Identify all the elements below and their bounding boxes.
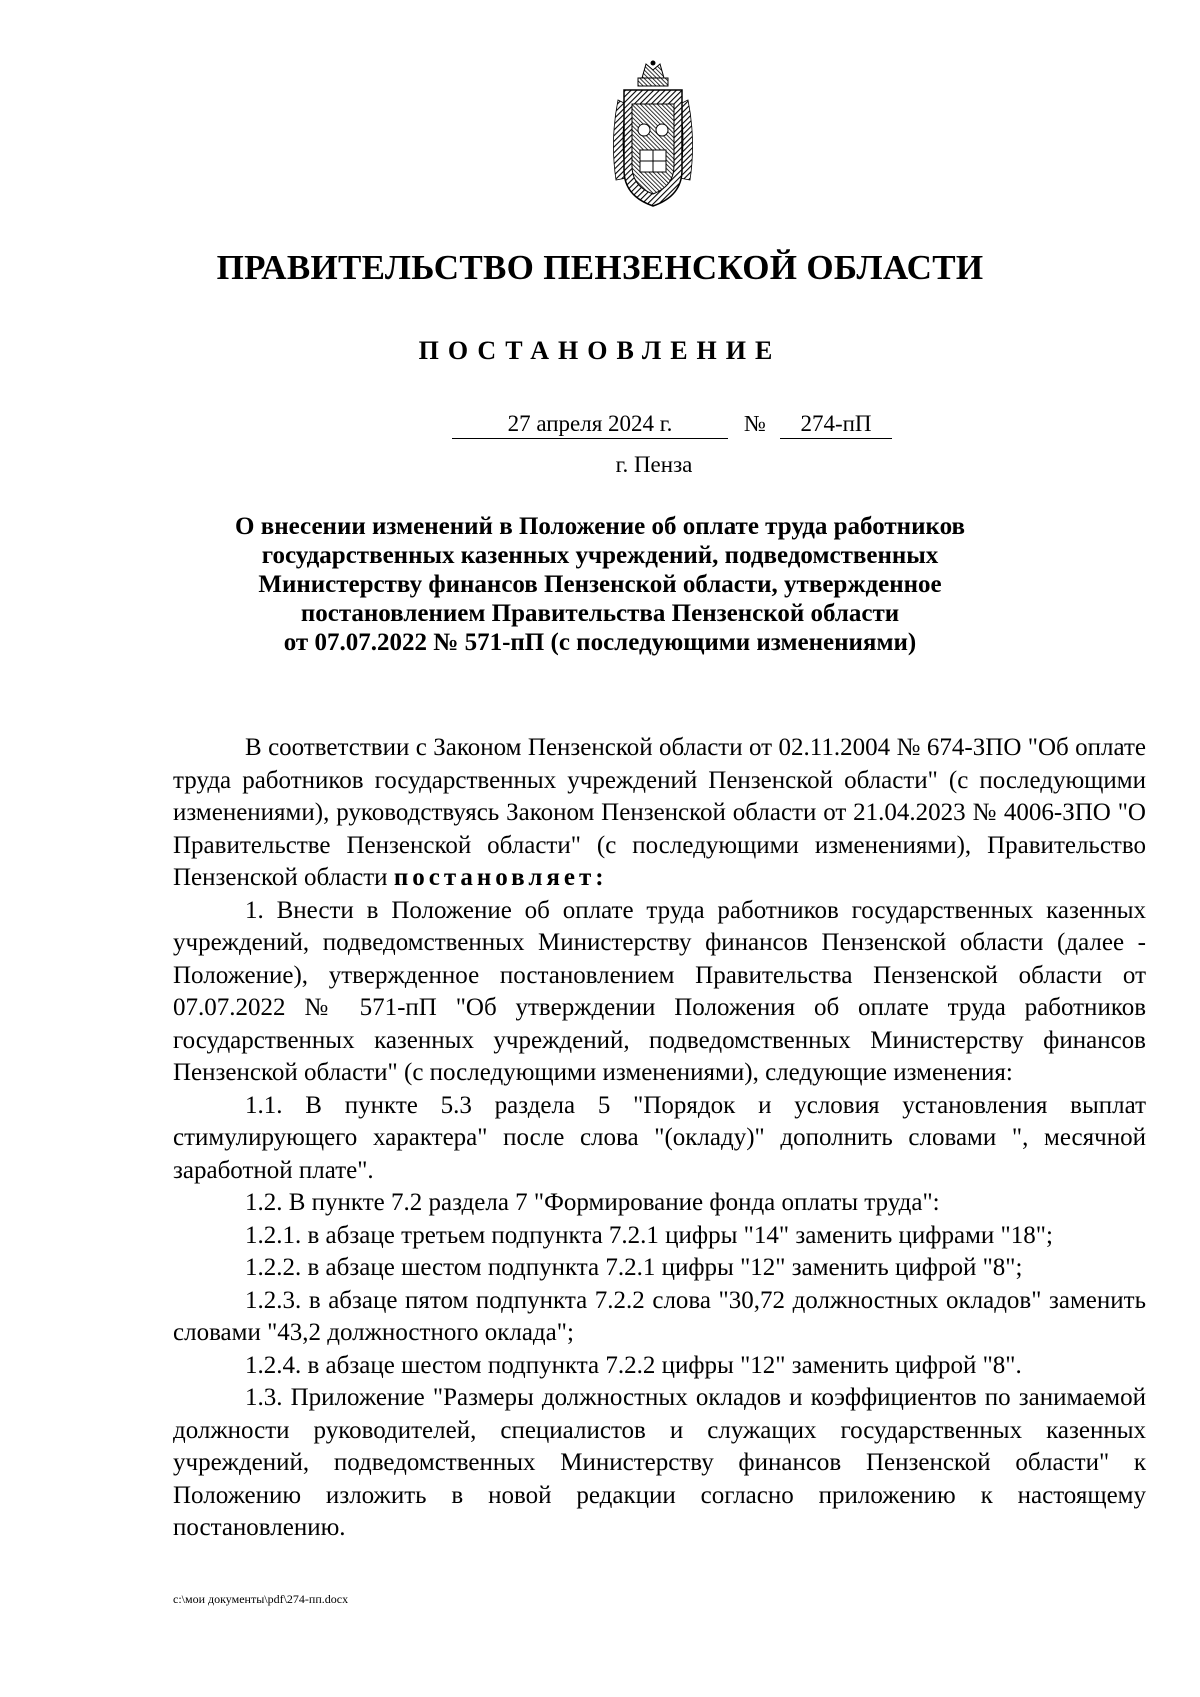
- body-paragraph: 1.1. В пункте 5.3 раздела 5 "Порядок и условия установления выплат стимулирующего характера" после слова "(окладу)" дополнить словами ", месячной заработной плате".: [173, 1091, 1146, 1184]
- file-path: c:\мои документы\pdf\274-пп.docx: [173, 1592, 349, 1606]
- subject-line: от 07.07.2022 № 571-пП (с последующими изменениями): [283, 629, 917, 656]
- city: г. Пенза: [615, 452, 693, 477]
- subject-line: Министерству финансов Пензенской области, утвержденное: [258, 571, 942, 598]
- body-paragraph: 1.2.1. в абзаце третьем подпункта 7.2.1 цифры "14" заменить цифрами "18";: [245, 1221, 1053, 1249]
- document-date: 27 апреля 2024 г.: [452, 410, 728, 439]
- document-body: [173, 732, 1146, 1545]
- body-paragraph: 1.2.3. в абзаце пятом подпункта 7.2.2 слова "30,72 должностных окладов" заменить словами "43,2 должностного оклада";: [173, 1286, 1146, 1346]
- preamble-paragraph: [173, 732, 1146, 895]
- subject-line: О внесении изменений в Положение об оплате труда работников: [235, 513, 965, 540]
- decree-word: постановляет:: [393, 864, 608, 891]
- document-type: ПОСТАНОВЛЕНИЕ: [418, 336, 782, 365]
- government-title: ПРАВИТЕЛЬСТВО ПЕНЗЕНСКОЙ ОБЛАСТИ: [216, 248, 984, 287]
- subject-line: постановлением Правительства Пензенской области: [300, 600, 900, 627]
- body-paragraph: 1.2.4. в абзаце шестом подпункта 7.2.2 цифры "12" заменить цифрой "8".: [245, 1351, 1022, 1379]
- document-subject: [160, 512, 1040, 657]
- coat-of-arms-icon: [604, 60, 702, 212]
- number-sign: №: [744, 411, 766, 436]
- body-paragraph: 1.2. В пункте 7.2 раздела 7 "Формирование фонда оплаты труда":: [245, 1189, 940, 1216]
- date-number-line: [452, 410, 892, 440]
- preamble-text: В соответствии с Законом Пензенской области от 02.11.2004 № 674-ЗПО "Об оплате труда работников государственных учреждений Пензенской области" (с последующими изменениями), руководствуясь Законом Пензенской области от 21.04.2023 № 4006-ЗПО "О Правительстве Пензенской области" (с последующими изменениями), Правительство Пензенской области: [173, 734, 1146, 891]
- document-number: 274-пП: [780, 410, 892, 439]
- body-paragraph: 1.2.2. в абзаце шестом подпункта 7.2.1 цифры "12" заменить цифрой "8";: [245, 1254, 1023, 1281]
- subject-line: государственных казенных учреждений, подведомственных: [261, 542, 939, 569]
- body-paragraph: 1. Внести в Положение об оплате труда работников государственных казенных учреждений, подведомственных Министерству финансов Пензенской области (далее - Положение), утвержденное постановлением Правительства Пензенской области от 07.07.2022 № 571-пП "Об утверждении Положения об оплате труда работников государственных казенных учреждений, подведомственных Министерству финансов Пензенской области" (с последующими изменениями), следующие изменения:: [173, 896, 1146, 1086]
- body-paragraph: 1.3. Приложение "Размеры должностных окладов и коэффициентов по занимаемой должности руководителей, специалистов и служащих государственных казенных учреждений, подведомственных Министерству финансов Пензенской области" к Положению изложить в новой редакции согласно приложению к настоящему постановлению.: [173, 1384, 1146, 1541]
